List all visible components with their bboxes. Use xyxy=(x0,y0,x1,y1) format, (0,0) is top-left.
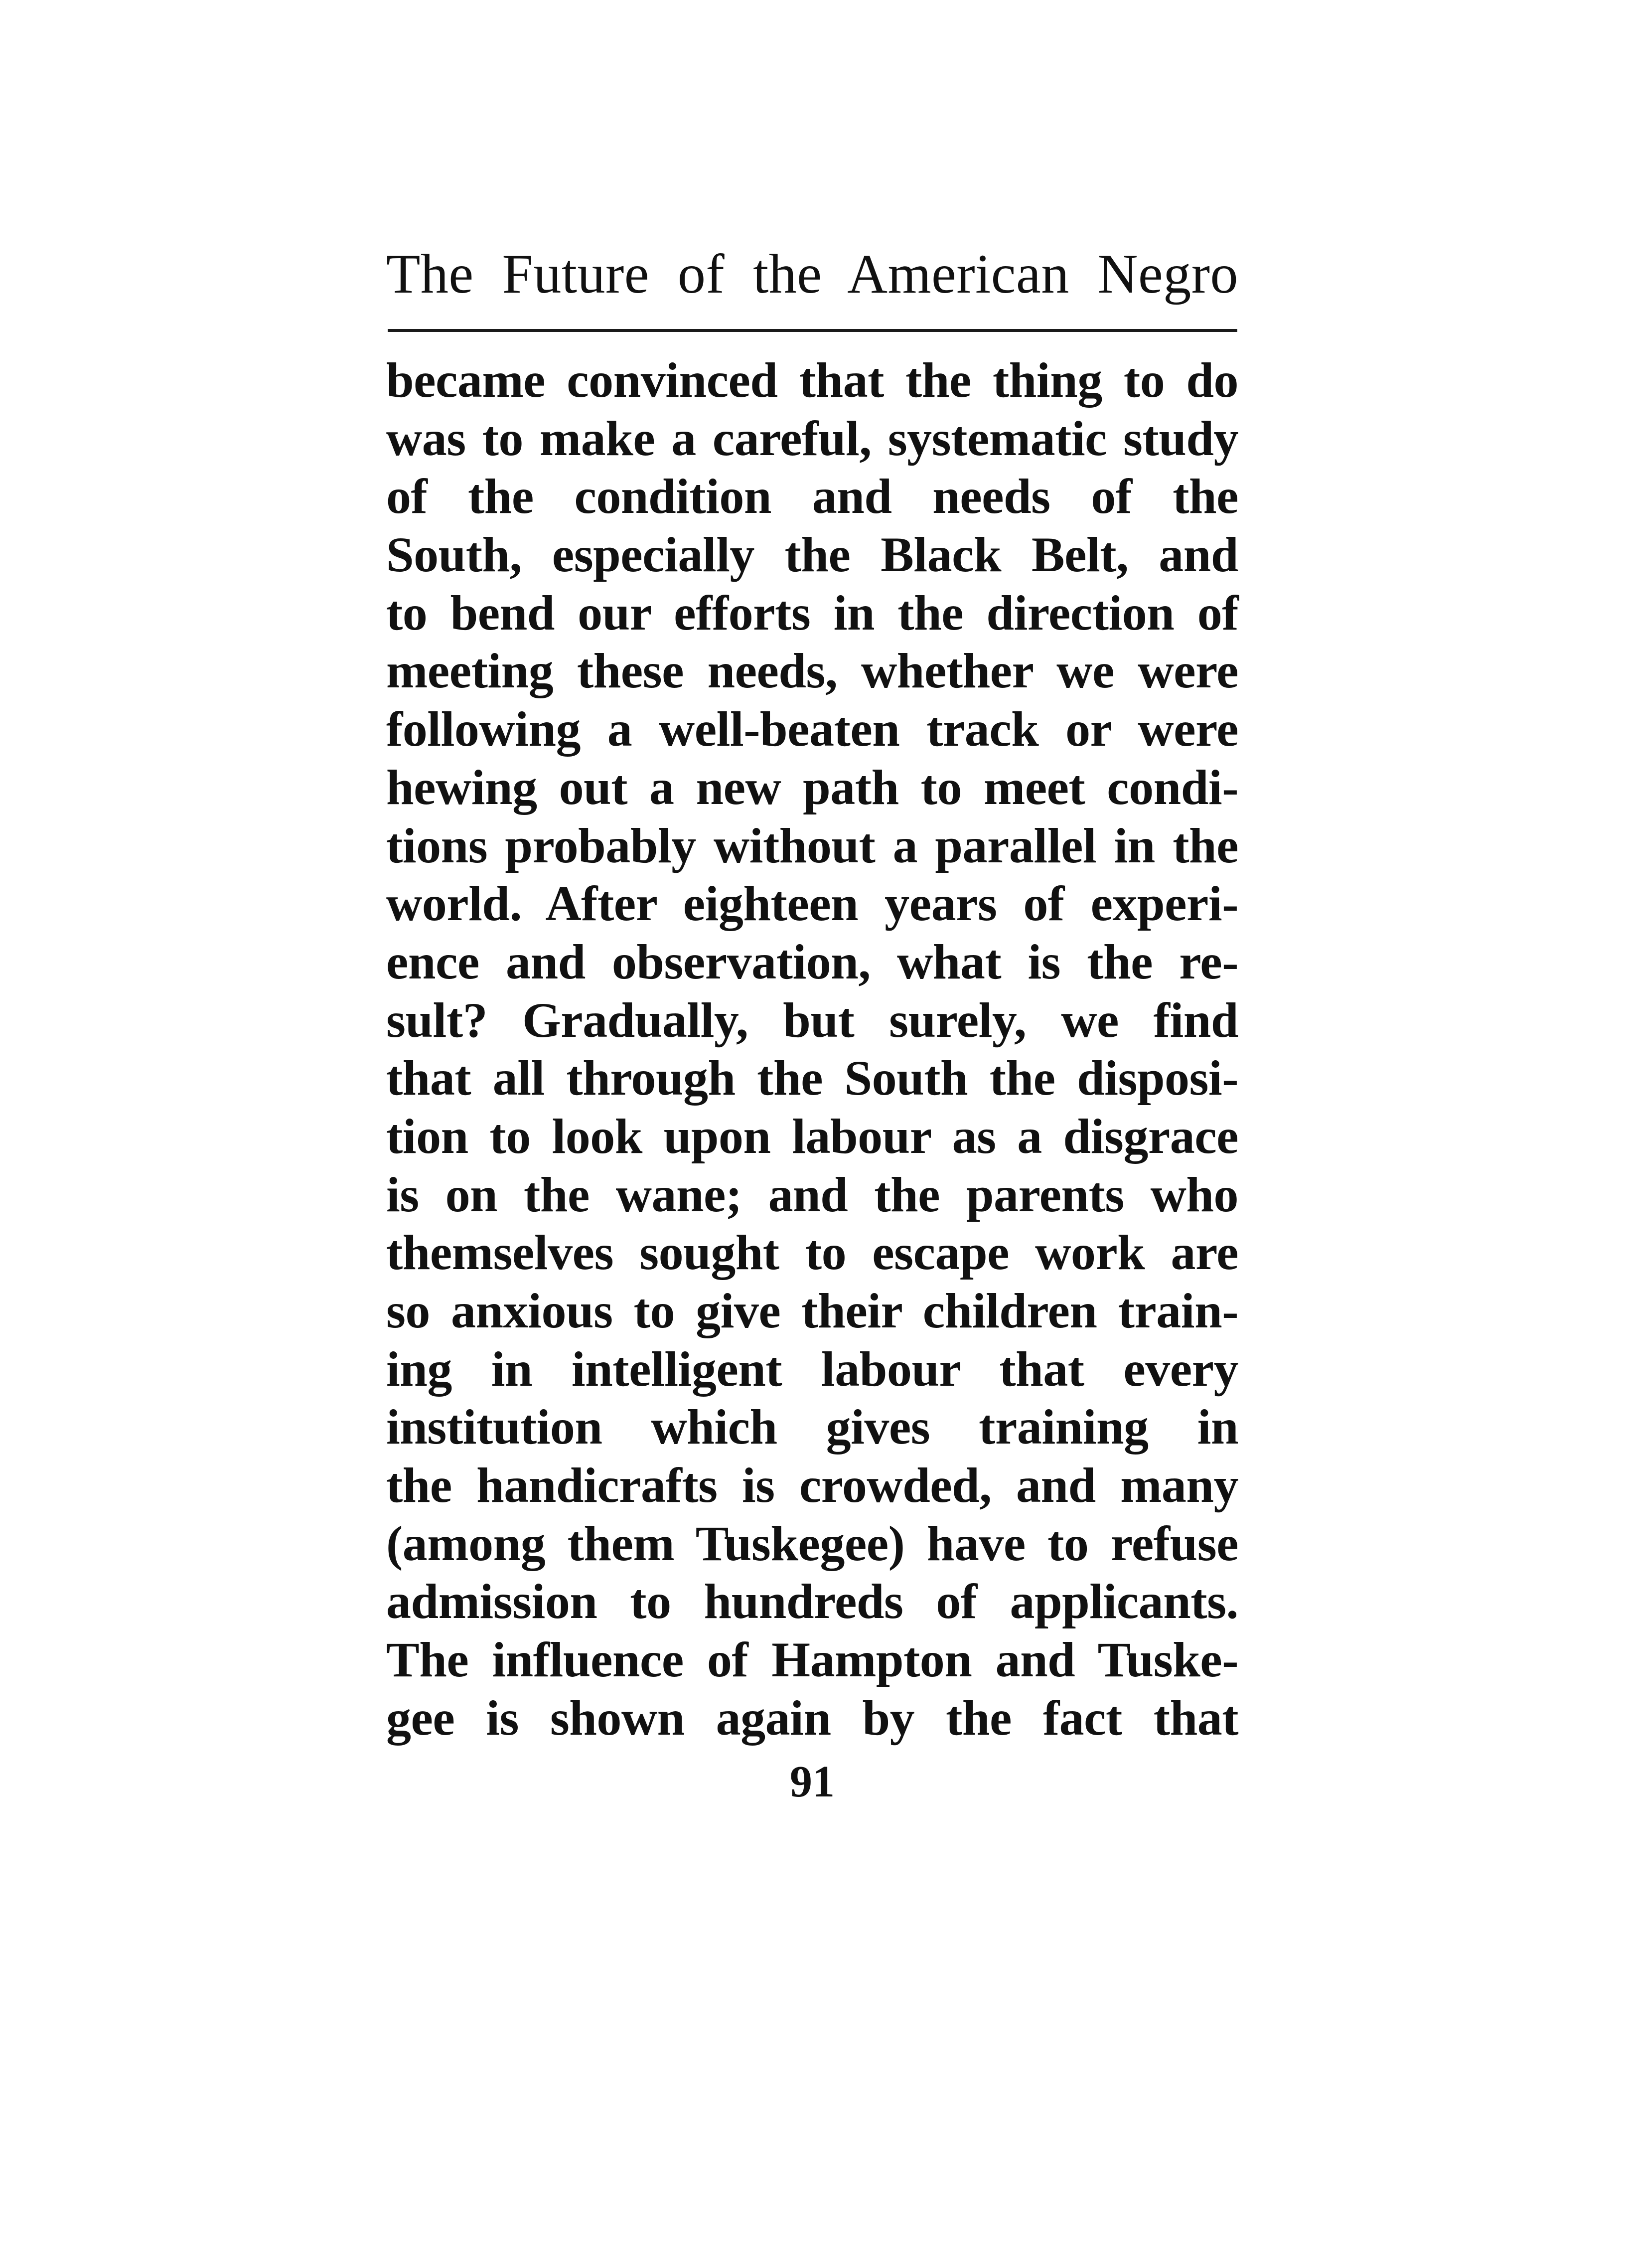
text-line: sult? Gradually, but surely, we find xyxy=(386,992,1238,1048)
running-head: The Future of the American Negro xyxy=(386,243,1238,305)
text-line: the handicrafts is crowded, and many xyxy=(386,1458,1238,1513)
text-line: became convinced that the thing to do xyxy=(386,352,1238,408)
text-line: meeting these needs, whether we were xyxy=(386,643,1238,699)
text-line: themselves sought to escape work are xyxy=(386,1225,1238,1281)
text-line: following a well-beaten track or were xyxy=(386,701,1238,757)
text-line: was to make a careful, systematic study xyxy=(386,410,1238,466)
text-line: is on the wane; and the parents who xyxy=(386,1166,1238,1222)
text-line: (among them Tuskegee) have to refuse xyxy=(386,1515,1238,1571)
text-line: tion to look upon labour as a disgrace xyxy=(386,1108,1238,1164)
text-line: tions probably without a parallel in the xyxy=(386,817,1238,873)
text-line: South, especially the Black Belt, and xyxy=(386,527,1238,583)
text-line: of the condition and needs of the xyxy=(386,469,1238,524)
text-line: The influence of Hampton and Tuske- xyxy=(386,1632,1238,1688)
text-line: ence and observation, what is the re- xyxy=(386,934,1238,989)
text-line: admission to hundreds of applicants. xyxy=(386,1574,1238,1629)
text-line: that all through the South the disposi- xyxy=(386,1050,1238,1106)
text-line: ing in intelligent labour that every xyxy=(386,1341,1238,1397)
text-line: to bend our efforts in the direction of xyxy=(386,585,1238,641)
header-rule xyxy=(388,329,1237,332)
text-line: so anxious to give their children train- xyxy=(386,1283,1238,1338)
page-number: 91 xyxy=(790,1757,835,1806)
text-line: hewing out a new path to meet condi- xyxy=(386,759,1238,815)
text-line: gee is shown again by the fact that xyxy=(386,1690,1238,1746)
body-text xyxy=(386,351,1238,1748)
text-line: institution which gives training in xyxy=(386,1399,1238,1455)
text-line: world. After eighteen years of experi- xyxy=(386,876,1238,932)
